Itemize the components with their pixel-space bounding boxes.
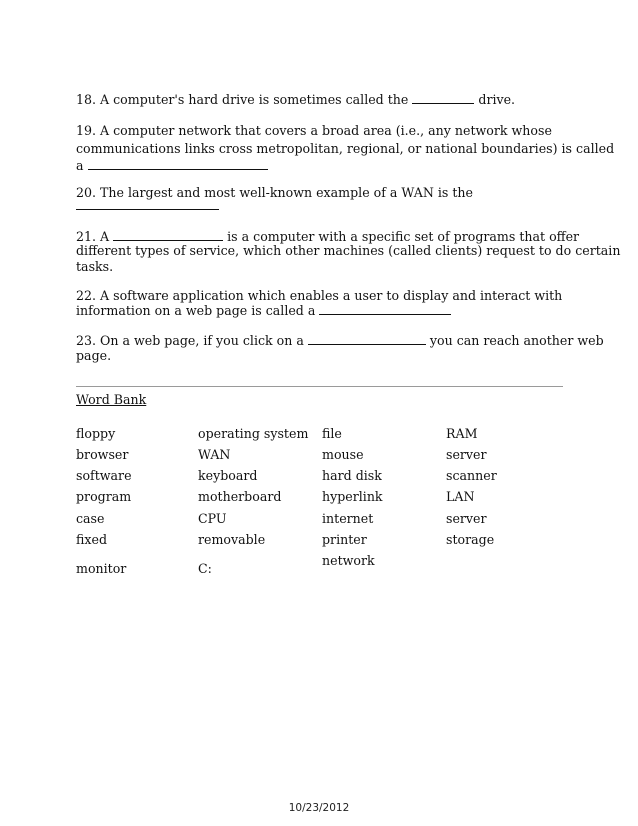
word-bank-item: mouse bbox=[322, 447, 364, 462]
question-22-line-1: 22. A software application which enables a user to display and interact with bbox=[76, 288, 563, 303]
question-18 bbox=[76, 91, 566, 109]
section-divider bbox=[76, 386, 563, 387]
word-bank-item: network bbox=[322, 553, 375, 568]
word-bank-item: motherboard bbox=[198, 489, 282, 504]
word-bank-item: hyperlink bbox=[322, 489, 383, 504]
word-bank-item: scanner bbox=[446, 468, 497, 483]
question-19-line-2: communications links cross metropolitan, regional, or national boundaries) is called bbox=[76, 141, 615, 156]
q23-answer-blank[interactable] bbox=[308, 332, 426, 345]
question-23-line-2: page. bbox=[76, 348, 112, 363]
word-bank-item: browser bbox=[76, 447, 129, 462]
footer-date: 10/23/2012 bbox=[288, 802, 350, 814]
word-bank-item: floppy bbox=[76, 426, 116, 441]
question-20-line-1: 20. The largest and most well-known example of a WAN is the bbox=[76, 185, 473, 200]
q19-prefix: a bbox=[76, 158, 88, 173]
word-bank-item: operating system bbox=[198, 426, 309, 441]
word-bank-item: fixed bbox=[76, 532, 108, 547]
word-bank-item: storage bbox=[446, 532, 495, 547]
q19-answer-blank[interactable] bbox=[88, 157, 268, 170]
word-bank-item: hard disk bbox=[322, 468, 382, 483]
q22-answer-blank[interactable] bbox=[319, 302, 451, 315]
q23-prefix: 23. On a web page, if you click on a bbox=[76, 333, 308, 348]
question-21-line-3: tasks. bbox=[76, 259, 114, 274]
q23-after: you can reach another web bbox=[425, 333, 604, 348]
q20-answer-blank[interactable] bbox=[76, 197, 219, 210]
question-22-line-2 bbox=[76, 302, 566, 320]
word-bank-item: server bbox=[446, 511, 487, 526]
word-bank-item: monitor bbox=[76, 561, 127, 576]
q18-text-after: drive. bbox=[474, 92, 516, 107]
word-bank-item: software bbox=[76, 468, 132, 483]
word-bank-item: removable bbox=[198, 532, 266, 547]
word-bank-item: internet bbox=[322, 511, 374, 526]
question-21-line-2: different types of service, which other machines (called clients) request to do certain bbox=[76, 243, 621, 258]
q21-prefix: 21. A bbox=[76, 229, 114, 244]
word-bank-item: server bbox=[446, 447, 487, 462]
question-20-line-2 bbox=[76, 197, 566, 215]
word-bank-item: case bbox=[76, 511, 105, 526]
word-bank-item: file bbox=[322, 426, 342, 441]
word-bank-item: keyboard bbox=[198, 468, 258, 483]
word-bank-item: printer bbox=[322, 532, 367, 547]
q21-answer-blank[interactable] bbox=[113, 228, 223, 241]
q18-text: 18. A computer's hard drive is sometimes called the bbox=[76, 92, 413, 107]
word-bank-item: CPU bbox=[198, 511, 227, 526]
word-bank-item: C: bbox=[198, 561, 212, 576]
question-19-line-3 bbox=[76, 157, 566, 175]
word-bank-item: RAM bbox=[446, 426, 478, 441]
q18-answer-blank[interactable] bbox=[412, 91, 474, 104]
q21-after: is a computer with a specific set of programs that offer bbox=[223, 229, 580, 244]
question-19-line-1: 19. A computer network that covers a broad area (i.e., any network whose bbox=[76, 123, 552, 138]
word-bank-title: Word Bank bbox=[76, 392, 147, 407]
word-bank-item: LAN bbox=[446, 489, 475, 504]
q22-prefix: information on a web page is called a bbox=[76, 303, 320, 318]
word-bank-item: WAN bbox=[198, 447, 231, 462]
word-bank-item: program bbox=[76, 489, 132, 504]
